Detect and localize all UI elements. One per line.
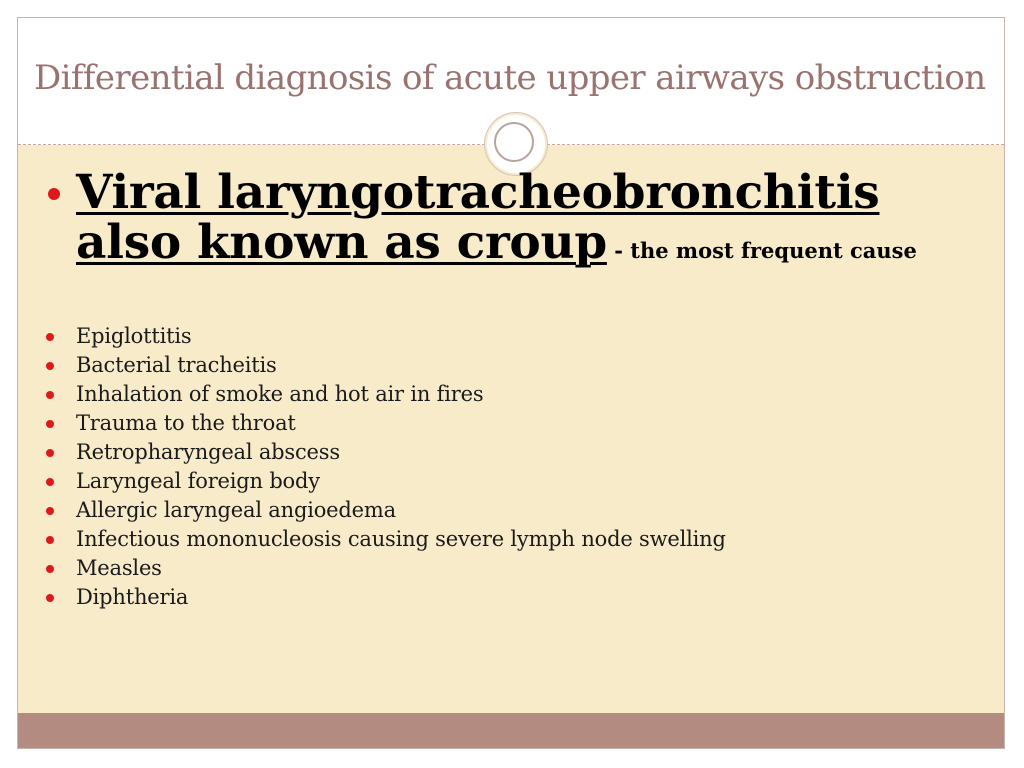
list-item (44, 467, 726, 496)
differential-list (44, 322, 726, 612)
bullet-dot-icon (46, 333, 54, 341)
list-item (44, 496, 726, 525)
list-item (44, 525, 726, 554)
list-item-text: Allergic laryngeal angioedema (76, 498, 396, 522)
list-item-text: Diphtheria (76, 585, 189, 609)
list-item-text: Laryngeal foreign body (76, 469, 320, 493)
primary-text (76, 165, 976, 276)
bullet-dot-icon (46, 391, 54, 399)
list-item-text: Epiglottitis (76, 324, 192, 348)
bullet-dot-icon (46, 507, 54, 515)
list-item (44, 438, 726, 467)
footer-bar (18, 713, 1004, 748)
list-item (44, 409, 726, 438)
bullet-dot-icon (46, 536, 54, 544)
bullet-dot-icon (46, 478, 54, 486)
bullet-dot-icon (46, 449, 54, 457)
list-item-text: Measles (76, 556, 162, 580)
primary-heading-line2: also known as croup (76, 215, 607, 270)
list-item (44, 380, 726, 409)
bullet-dot-icon (48, 188, 60, 200)
primary-note: - the most frequent cause (606, 238, 917, 263)
list-item-text: Trauma to the throat (76, 411, 296, 435)
slide (17, 17, 1005, 749)
list-item (44, 322, 726, 351)
primary-heading-line1: Viral laryngotracheobronchitis (76, 165, 880, 220)
bullet-dot-icon (46, 362, 54, 370)
list-item-text: Inhalation of smoke and hot air in fires (76, 382, 484, 406)
list-item (44, 554, 726, 583)
list-item-text: Retropharyngeal abscess (76, 440, 340, 464)
list-item-text: Infectious mononucleosis causing severe lymph node swelling (76, 527, 726, 551)
list-item-text: Bacterial tracheitis (76, 353, 277, 377)
list-item (44, 583, 726, 612)
list-item (44, 351, 726, 380)
bullet-dot-icon (46, 594, 54, 602)
bullet-dot-icon (46, 565, 54, 573)
slide-title: Differential diagnosis of acute upper airways obstruction (34, 58, 986, 98)
bullet-dot-icon (46, 420, 54, 428)
